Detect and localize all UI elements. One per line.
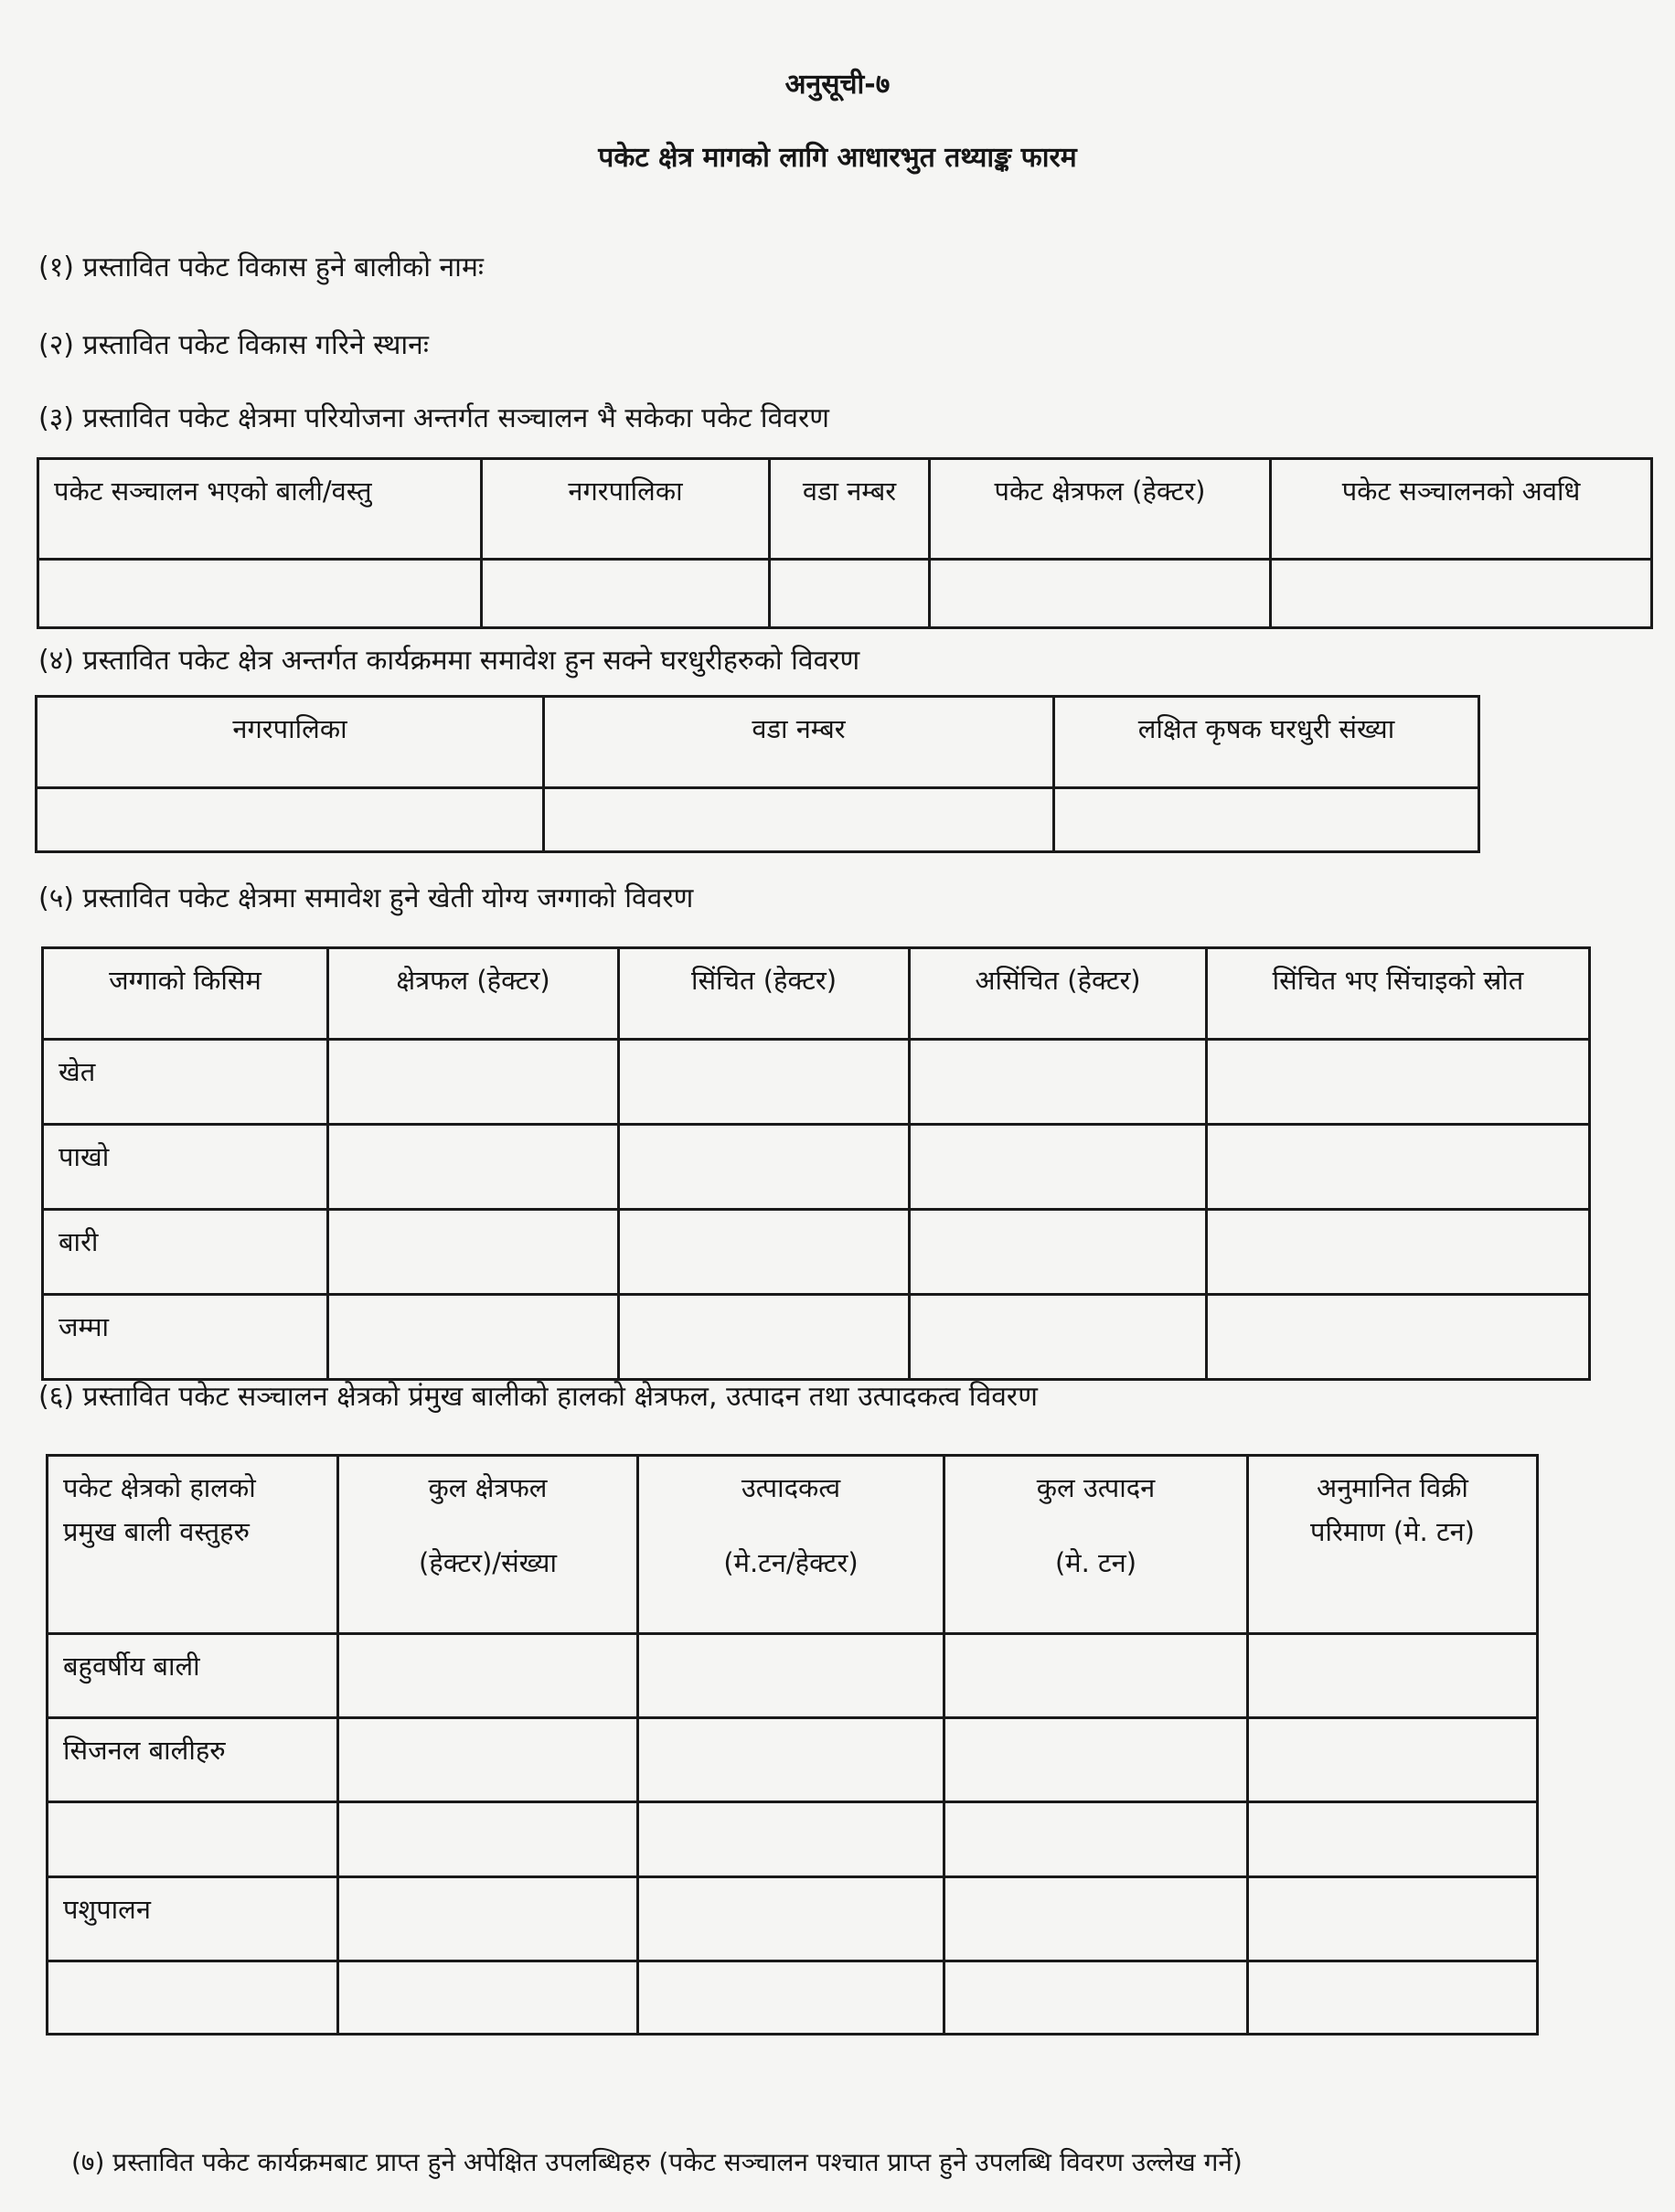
page-subtitle: पकेट क्षेत्र मागको लागि आधारभुत तथ्याङ्क फारम	[598, 142, 1077, 174]
cell[interactable]	[638, 1877, 944, 1961]
cell[interactable]	[619, 1295, 910, 1380]
cell[interactable]	[638, 1718, 944, 1802]
table-row	[43, 1040, 1590, 1125]
header-ward: वडा नम्बर	[770, 459, 930, 560]
row-label-blank	[48, 1802, 338, 1877]
row-label-seasonal: सिजनल बालीहरु	[48, 1718, 338, 1802]
cell-target-households[interactable]	[1054, 788, 1479, 852]
cell[interactable]	[1248, 1802, 1538, 1877]
header-unirrigated: असिंचित (हेक्टर)	[910, 948, 1207, 1040]
cell[interactable]	[619, 1210, 910, 1295]
question-7: (७) प्रस्तावित पकेट कार्यक्रमबाट प्राप्त हुने अपेक्षित उपलब्धिहरु (पकेट सञ्चालन पश्चात प्राप्त हुने उपलब्धि विवरण उल्लेख गर्ने)	[71, 2147, 1243, 2177]
cell[interactable]	[1248, 1718, 1538, 1802]
header-municipality: नगरपालिका	[482, 459, 770, 560]
table-cultivable-land	[41, 946, 1591, 1381]
page-title: अनुसूची-७	[784, 69, 891, 101]
row-label-livestock: पशुपालन	[48, 1877, 338, 1961]
cell-municipality[interactable]	[37, 788, 544, 852]
cell[interactable]	[638, 1802, 944, 1877]
table-households	[35, 695, 1480, 853]
table-row	[48, 1877, 1538, 1961]
row-label-blank	[48, 1961, 338, 2035]
header-target-households: लक्षित कृषक घरधुरी संख्या	[1054, 697, 1479, 788]
cell[interactable]	[1248, 1961, 1538, 2035]
cell[interactable]	[328, 1295, 619, 1380]
row-label-perennial: बहुवर्षीय बाली	[48, 1634, 338, 1718]
cell[interactable]	[328, 1125, 619, 1210]
header-ward: वडा नम्बर	[544, 697, 1054, 788]
question-6: (६) प्रस्तावित पकेट सञ्चालन क्षेत्रको प्रंमुख बालीको हालको क्षेत्रफल, उत्पादन तथा उत्पादकत्व विवरण	[38, 1381, 1038, 1413]
header-irrigated: सिंचित (हेक्टर)	[619, 948, 910, 1040]
cell[interactable]	[910, 1295, 1207, 1380]
table-row	[37, 788, 1479, 852]
cell[interactable]	[619, 1125, 910, 1210]
cell[interactable]	[638, 1961, 944, 2035]
row-label-bari: बारी	[43, 1210, 328, 1295]
cell[interactable]	[338, 1961, 638, 2035]
header-duration: पकेट सञ्चालनको अवधि	[1271, 459, 1652, 560]
row-label-pakho: पाखो	[43, 1125, 328, 1210]
cell[interactable]	[338, 1802, 638, 1877]
header-productivity: उत्पादकत्व (मे.टन/हेक्टर)	[638, 1456, 944, 1634]
row-label-khet: खेत	[43, 1040, 328, 1125]
cell[interactable]	[944, 1802, 1248, 1877]
cell[interactable]	[944, 1718, 1248, 1802]
header-irrigation-source: सिंचित भए सिंचाइको स्रोत	[1207, 948, 1590, 1040]
table-row	[43, 1295, 1590, 1380]
table-row	[48, 1802, 1538, 1877]
cell[interactable]	[1207, 1210, 1590, 1295]
cell[interactable]	[328, 1040, 619, 1125]
table-row	[43, 1125, 1590, 1210]
header-total-production: कुल उत्पादन (मे. टन)	[944, 1456, 1248, 1634]
cell[interactable]	[638, 1634, 944, 1718]
question-5: (५) प्रस्तावित पकेट क्षेत्रमा समावेश हुने खेती योग्य जग्गाको विवरण	[38, 882, 694, 914]
cell[interactable]	[1248, 1634, 1538, 1718]
table-row	[38, 560, 1652, 628]
cell-municipality[interactable]	[482, 560, 770, 628]
cell-duration[interactable]	[1271, 560, 1652, 628]
cell[interactable]	[910, 1210, 1207, 1295]
cell[interactable]	[328, 1210, 619, 1295]
question-2: (२) प्रस्तावित पकेट विकास गरिने स्थानः	[38, 329, 429, 361]
header-municipality: नगरपालिका	[37, 697, 544, 788]
cell-ward[interactable]	[544, 788, 1054, 852]
header-area: पकेट क्षेत्रफल (हेक्टर)	[930, 459, 1271, 560]
question-1: (१) प्रस्तावित पकेट विकास हुने बालीको नामः	[38, 251, 484, 283]
cell[interactable]	[1207, 1040, 1590, 1125]
question-3: (३) प्रस्तावित पकेट क्षेत्रमा परियोजना अन्तर्गत सञ्चालन भै सकेका पकेट विवरण	[38, 402, 829, 434]
header-crop: पकेट सञ्चालन भएको बाली/वस्तु	[38, 459, 482, 560]
cell[interactable]	[1207, 1295, 1590, 1380]
cell[interactable]	[944, 1961, 1248, 2035]
header-major-crops: पकेट क्षेत्रको हालको प्रमुख बाली वस्तुहरु	[48, 1456, 338, 1634]
header-estimated-sales: अनुमानित विक्री परिमाण (मे. टन)	[1248, 1456, 1538, 1634]
table-row	[48, 1961, 1538, 2035]
table-row	[48, 1718, 1538, 1802]
cell-area[interactable]	[930, 560, 1271, 628]
header-total-area: कुल क्षेत्रफल (हेक्टर)/संख्या	[338, 1456, 638, 1634]
cell-ward[interactable]	[770, 560, 930, 628]
table-row	[48, 1634, 1538, 1718]
cell[interactable]	[910, 1125, 1207, 1210]
question-4: (४) प्रस्तावित पकेट क्षेत्र अन्तर्गत कार्यक्रममा समावेश हुन सक्ने घरधुरीहरुको विवरण	[38, 645, 860, 677]
cell[interactable]	[338, 1634, 638, 1718]
cell[interactable]	[619, 1040, 910, 1125]
header-land-type: जग्गाको किसिम	[43, 948, 328, 1040]
cell[interactable]	[1248, 1877, 1538, 1961]
table-row	[43, 1210, 1590, 1295]
cell[interactable]	[910, 1040, 1207, 1125]
cell[interactable]	[944, 1877, 1248, 1961]
cell[interactable]	[338, 1718, 638, 1802]
cell[interactable]	[1207, 1125, 1590, 1210]
table-major-crops	[46, 1454, 1539, 2036]
cell[interactable]	[338, 1877, 638, 1961]
cell-crop[interactable]	[38, 560, 482, 628]
header-area: क्षेत्रफल (हेक्टर)	[328, 948, 619, 1040]
cell[interactable]	[944, 1634, 1248, 1718]
row-label-total: जम्मा	[43, 1295, 328, 1380]
table-running-pockets	[37, 457, 1653, 629]
